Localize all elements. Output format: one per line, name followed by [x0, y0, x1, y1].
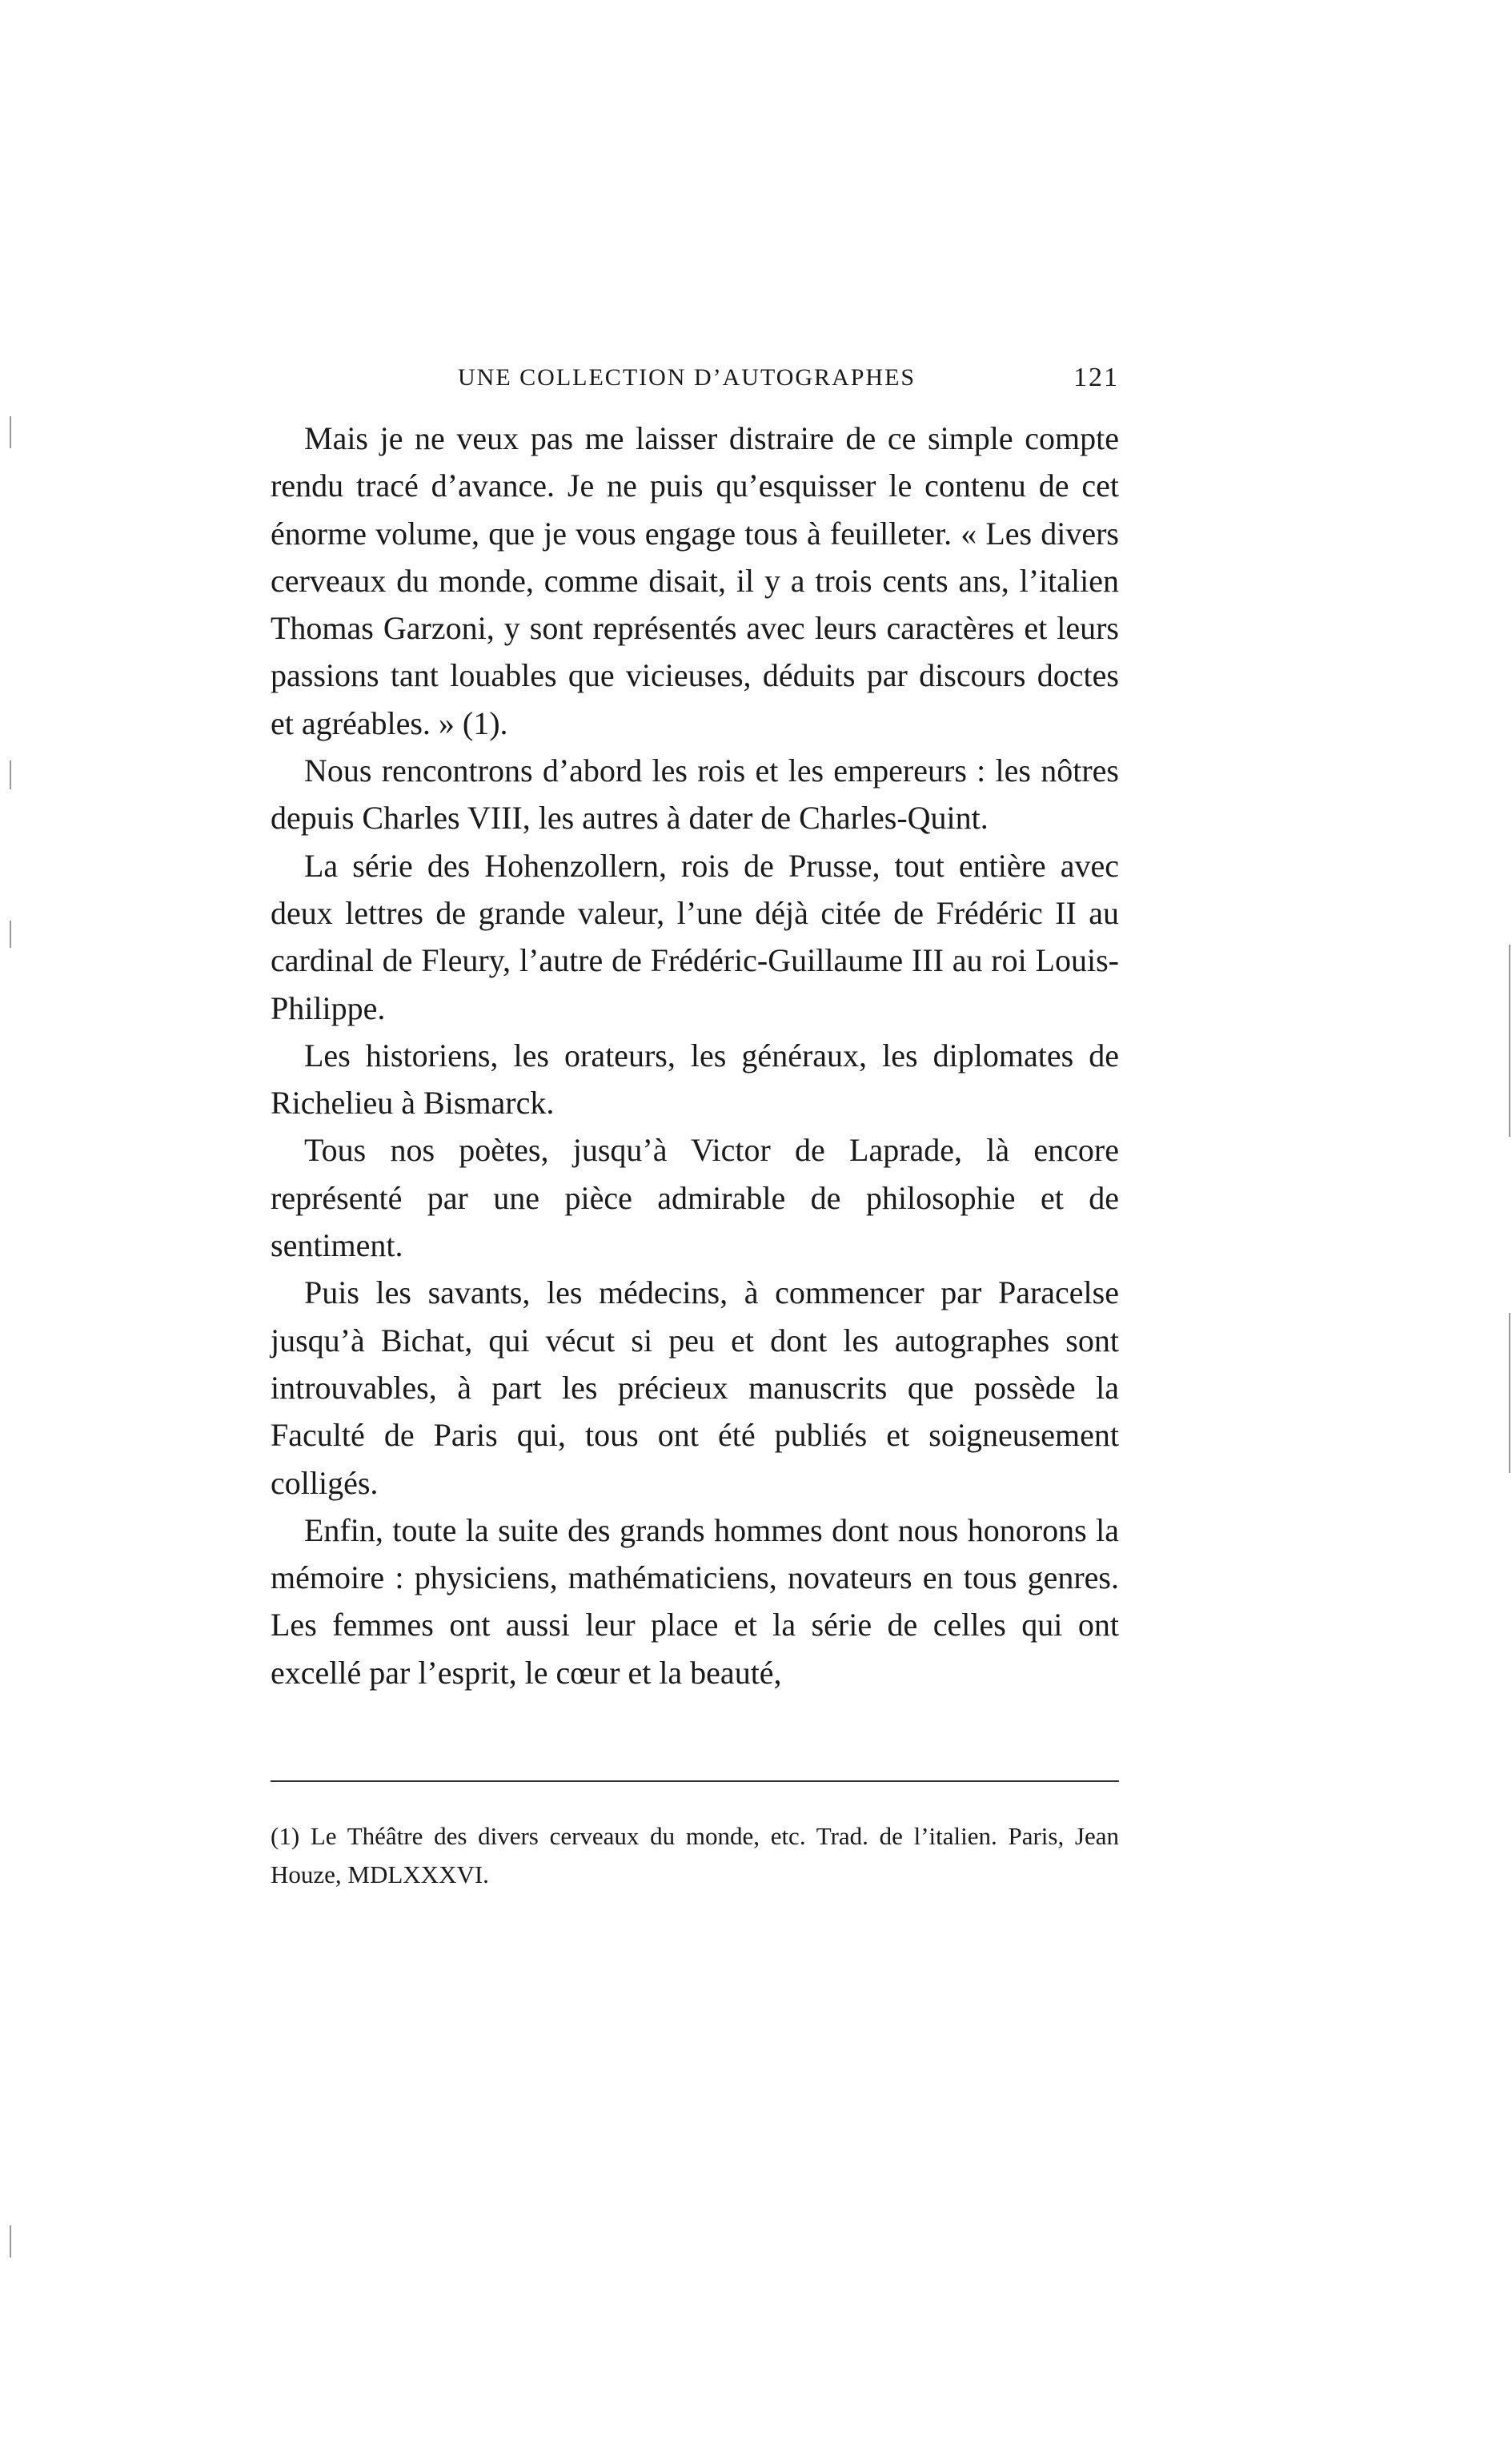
scan-mark [1509, 1313, 1510, 1473]
scan-mark [1509, 945, 1510, 1137]
paragraph-5: Tous nos poètes, jusqu’à Victor de Laprade, là encore représenté par une pièce admirable de philosophie et de sentiment. [271, 1132, 1119, 1264]
paragraph-4: Les historiens, les orateurs, les généraux, les diplomates de Richelieu à Bismarck. [271, 1037, 1119, 1122]
page-header [271, 362, 1119, 394]
scan-mark [10, 2225, 11, 2257]
paragraph-6: Puis les savants, les médecins, à commencer par Paracelse jusqu’à Bichat, qui vécut si peu et dont les autographes sont introuvables, à part les précieux manuscrits que possède la Faculté de Paris qui, tous ont été publiés et soigneusement colligés. [271, 1274, 1119, 1501]
footnote-rule [271, 1780, 1119, 1782]
scan-mark [10, 760, 11, 789]
footnote-text: (1) Le Théâtre des divers cerveaux du monde, etc. Trad. de l’italien. Paris, Jean Houze, MDLXXXVI. [271, 1822, 1119, 1888]
body-text [271, 415, 1119, 1696]
running-title: UNE COLLECTION D’AUTOGRAPHES [458, 364, 916, 391]
paragraph-2: Nous rencontrons d’abord les rois et les empereurs : les nôtres depuis Charles VIII, les autres à dater de Charles-Quint. [271, 752, 1119, 837]
scan-mark [10, 416, 11, 448]
page-number: 121 [1073, 363, 1119, 392]
paragraph-7: Enfin, toute la suite des grands hommes dont nous honorons la mémoire : physiciens, mathématiciens, novateurs en tous genres. Les femmes ont aussi leur place et la série de celles qui ont excellé par l’esprit, le cœur et la beauté, [271, 1511, 1119, 1691]
footnote [271, 1817, 1119, 1894]
paragraph-1: Mais je ne veux pas me laisser distraire de ce simple compte rendu tracé d’avance. Je ne puis qu’esquisser le contenu de cet énorme volume, que je vous engage tous à feuilleter. « Les divers cerveaux du monde, comme disait, il y a trois cents ans, l’italien Thomas Garzoni, y sont représentés avec leurs caractères et leurs passions tant louables que vicieuses, déduits par discours doctes et agréables. » (1). [271, 420, 1119, 741]
paragraph-3: La série des Hohenzollern, rois de Prusse, tout entière avec deux lettres de grande valeur, l’une déjà citée de Frédéric II au cardinal de Fleury, l’autre de Frédéric-Guillaume III au roi Louis-Philippe. [271, 847, 1119, 1026]
scan-mark [10, 921, 11, 948]
